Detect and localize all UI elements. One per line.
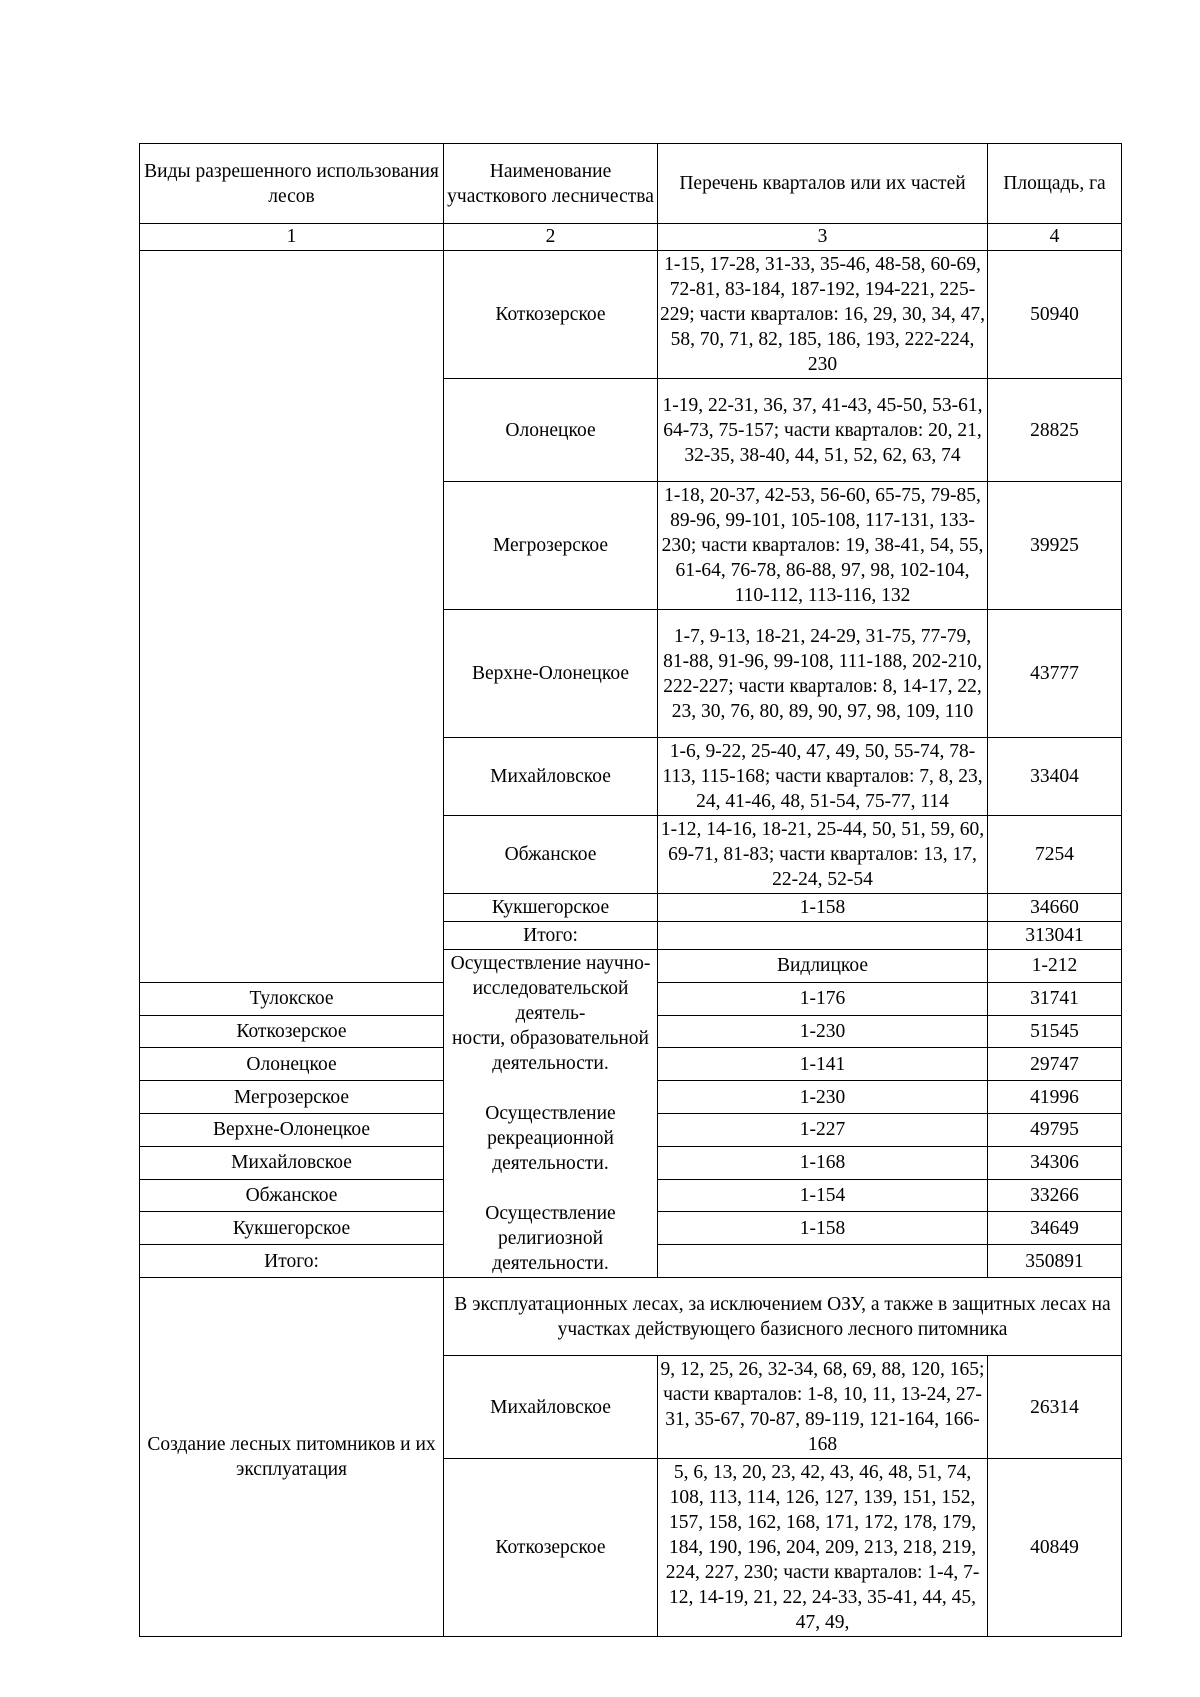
- use-type-text: ности, образовательной: [452, 1028, 649, 1049]
- quarter-list: 1-141: [658, 1048, 988, 1081]
- forestry-name: Видлицкое: [658, 950, 988, 983]
- area-value: 34660: [988, 894, 1122, 922]
- quarter-list: 1-18, 20-37, 42-53, 56-60, 65-75, 79-85, 89-96, 99-101, 105-108, 117-131, 133-230; части кварталов: 19, 38-41, 54, 55, 61-64, 76-78, 86-88, 97, 98, 102-104, 110-112, 113-116, 132: [658, 482, 988, 610]
- area-value: 33404: [988, 738, 1122, 816]
- use-type-text: Осуществление научно-: [450, 953, 651, 974]
- use-type-text: рекреационной деятельности.: [487, 1128, 614, 1174]
- forestry-name: Коткозерское: [444, 1459, 658, 1637]
- total-label: Итого:: [444, 922, 658, 950]
- forestry-name: Тулокское: [140, 982, 444, 1015]
- table-row: [140, 251, 1122, 379]
- forestry-name: Кукшегорское: [140, 1212, 444, 1245]
- header-col2: Наименование участкового лесничества: [444, 144, 658, 224]
- area-value: 34306: [988, 1146, 1122, 1179]
- area-value: 49795: [988, 1113, 1122, 1146]
- quarter-list-empty: [658, 1245, 988, 1278]
- quarter-list: 1-158: [658, 894, 988, 922]
- forestry-name: Михайловское: [444, 1356, 658, 1459]
- total-label: Итого:: [140, 1245, 444, 1278]
- forestry-name: Коткозерское: [444, 251, 658, 379]
- quarter-list: 1-12, 14-16, 18-21, 25-44, 50, 51, 59, 60, 69-71, 81-83; части кварталов: 13, 17, 22-24, 52-54: [658, 816, 988, 894]
- quarter-list: 1-230: [658, 1081, 988, 1114]
- area-value: 51545: [988, 1015, 1122, 1048]
- forestry-name: Михайловское: [444, 738, 658, 816]
- header-col3: Перечень кварталов или их частей: [658, 144, 988, 224]
- forestry-name: Обжанское: [140, 1179, 444, 1212]
- total-value: 350891: [988, 1245, 1122, 1278]
- quarter-list: 1-158: [658, 1212, 988, 1245]
- header-col1: Виды разрешенного использования лесов: [140, 144, 444, 224]
- column-number: 4: [988, 224, 1122, 251]
- forestry-name: Михайловское: [140, 1146, 444, 1179]
- use-type-text: Осуществление религиозной: [485, 1203, 616, 1249]
- forestry-name: Олонецкое: [140, 1048, 444, 1081]
- column-number: 1: [140, 224, 444, 251]
- area-value: 7254: [988, 816, 1122, 894]
- quarter-list: 1-168: [658, 1146, 988, 1179]
- quarter-list: 1-154: [658, 1179, 988, 1212]
- quarter-list: 5, 6, 13, 20, 23, 42, 43, 46, 48, 51, 74, 108, 113, 114, 126, 127, 139, 151, 152, 157, 158, 162, 168, 171, 172, 178, 179, 184, 190, 196, 204, 209, 213, 218, 219, 224, 227, 230; части кварталов: 1-4, 7-12, 14-19, 21, 22, 24-33, 35-41, 44, 45, 47, 49,: [658, 1459, 988, 1637]
- quarter-list: 1-176: [658, 982, 988, 1015]
- column-number: 3: [658, 224, 988, 251]
- forestry-name: Верхне-Олонецкое: [444, 610, 658, 738]
- area-value: 33266: [988, 1179, 1122, 1212]
- header-row: [140, 144, 1122, 224]
- quarter-list: 1-227: [658, 1113, 988, 1146]
- forestry-name: Коткозерское: [140, 1015, 444, 1048]
- forest-use-table: [139, 143, 1122, 1637]
- quarter-list: 1-212: [988, 950, 1122, 983]
- area-value: 50940: [988, 251, 1122, 379]
- area-value: 26314: [988, 1356, 1122, 1459]
- quarter-list: 1-6, 9-22, 25-40, 47, 49, 50, 55-74, 78-113, 115-168; части кварталов: 7, 8, 23, 24, 41-46, 48, 51-54, 75-77, 114: [658, 738, 988, 816]
- total-value: 313041: [988, 922, 1122, 950]
- area-value: 40849: [988, 1459, 1122, 1637]
- area-value: 41996: [988, 1081, 1122, 1114]
- area-value: 29747: [988, 1048, 1122, 1081]
- section-note: В эксплуатационных лесах, за исключением ОЗУ, а также в защитных лесах на участках действующего базисного лесного питомника: [444, 1278, 1122, 1356]
- use-type-text: деятельности.: [492, 1053, 609, 1074]
- quarter-list-empty: [658, 922, 988, 950]
- forestry-name: Кукшегорское: [444, 894, 658, 922]
- area-value: 31741: [988, 982, 1122, 1015]
- area-value: 43777: [988, 610, 1122, 738]
- use-type-text: исследовательской деятель-: [472, 978, 629, 1024]
- area-value: 34649: [988, 1212, 1122, 1245]
- quarter-list: 1-19, 22-31, 36, 37, 41-43, 45-50, 53-61, 64-73, 75-157; части кварталов: 20, 21, 32-35, 38-40, 44, 51, 52, 62, 63, 74: [658, 379, 988, 482]
- area-value: 39925: [988, 482, 1122, 610]
- header-col4: Площадь, га: [988, 144, 1122, 224]
- quarter-list: 9, 12, 25, 26, 32-34, 68, 69, 88, 120, 165; части кварталов: 1-8, 10, 11, 13-24, 27-31, 35-67, 70-87, 89-119, 121-164, 166-168: [658, 1356, 988, 1459]
- column-number: 2: [444, 224, 658, 251]
- use-type-text: деятельности.: [492, 1253, 609, 1274]
- forestry-name: Обжанское: [444, 816, 658, 894]
- use-type-cell: [444, 950, 658, 1278]
- table-row: [140, 1278, 1122, 1356]
- use-type-text: Осуществление: [485, 1103, 616, 1124]
- forestry-name: Верхне-Олонецкое: [140, 1113, 444, 1146]
- use-type-cell-empty: [140, 251, 444, 983]
- column-number-row: [140, 224, 1122, 251]
- use-type-cell: Создание лесных питомников и их эксплуатация: [140, 1278, 444, 1637]
- forestry-name: Олонецкое: [444, 379, 658, 482]
- quarter-list: 1-230: [658, 1015, 988, 1048]
- area-value: 28825: [988, 379, 1122, 482]
- forestry-name: Мегрозерское: [140, 1081, 444, 1114]
- quarter-list: 1-15, 17-28, 31-33, 35-46, 48-58, 60-69, 72-81, 83-184, 187-192, 194-221, 225-229; части кварталов: 16, 29, 30, 34, 47, 58, 70, 71, 82, 185, 186, 193, 222-224, 230: [658, 251, 988, 379]
- forestry-name: Мегрозерское: [444, 482, 658, 610]
- quarter-list: 1-7, 9-13, 18-21, 24-29, 31-75, 77-79, 81-88, 91-96, 99-108, 111-188, 202-210, 222-227; части кварталов: 8, 14-17, 22, 23, 30, 76, 80, 89, 90, 97, 98, 109, 110: [658, 610, 988, 738]
